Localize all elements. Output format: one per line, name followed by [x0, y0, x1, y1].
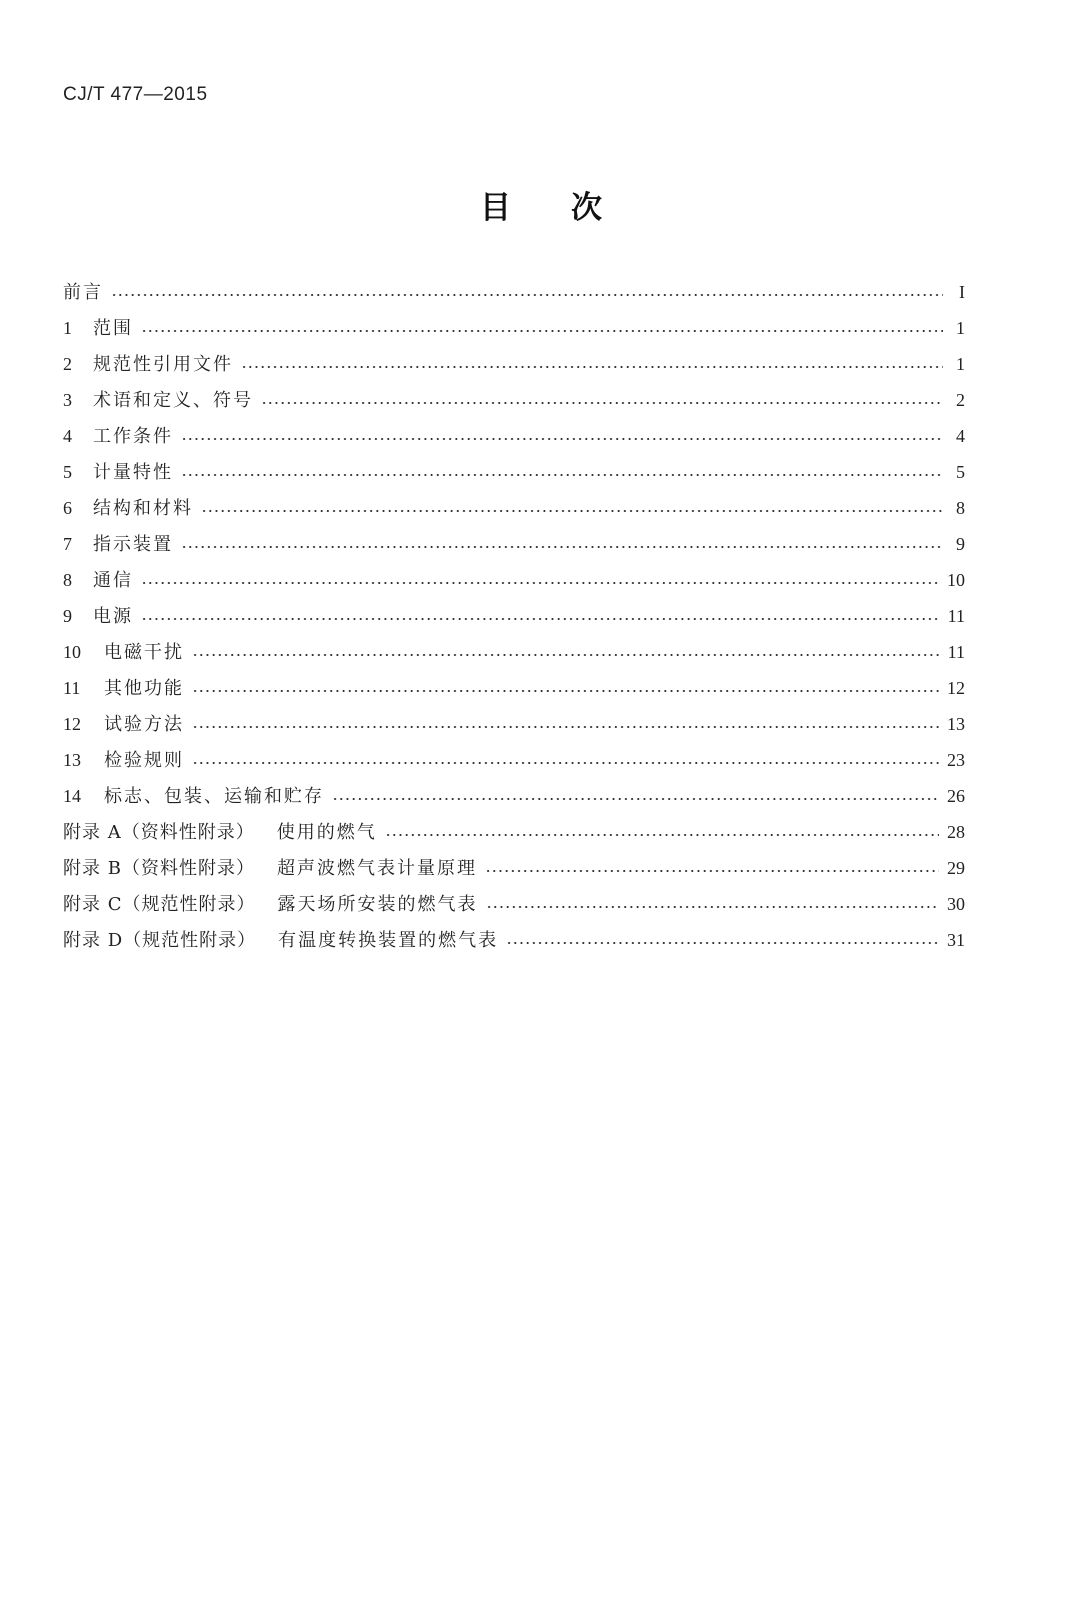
toc-entry-foreword[interactable] [63, 274, 965, 310]
toc-page-number: 1 [956, 354, 965, 374]
toc-entry-label: 有温度转换装置的燃气表 [278, 930, 499, 951]
toc-page-number: 11 [947, 642, 965, 662]
toc-leader-dots [486, 906, 940, 908]
toc-entry-label: 标志、包装、运输和贮存 [104, 786, 324, 807]
toc-leader-dots [201, 510, 943, 512]
toc-entry-number: 13 [63, 750, 81, 770]
toc-entry-label: 工作条件 [93, 426, 173, 447]
toc-leader-dots [261, 402, 943, 404]
toc-leader-dots [141, 582, 939, 584]
toc-entry-number: 8 [63, 570, 72, 590]
toc-entry-label: 前言 [63, 282, 103, 303]
toc-entry-label: 电磁干扰 [104, 642, 184, 663]
toc-entry-number: 6 [63, 498, 72, 518]
toc-entry-number: 1 [63, 318, 72, 338]
toc-entry-number: 5 [63, 462, 72, 482]
toc-page-number: 10 [947, 570, 965, 590]
toc-page-number: 23 [947, 750, 965, 770]
table-of-contents [63, 274, 965, 958]
toc-entry-14[interactable] [63, 778, 965, 814]
toc-leader-dots [181, 474, 943, 476]
toc-leader-dots [385, 834, 939, 836]
toc-appendix-prefix: 附录 C（规范性附录） [63, 894, 256, 915]
toc-leader-dots [192, 690, 939, 692]
toc-entry-number: 4 [63, 426, 72, 446]
toc-leader-dots [141, 330, 943, 332]
toc-entry-label: 术语和定义、符号 [93, 390, 253, 411]
toc-entry-number: 14 [63, 786, 81, 806]
toc-page-number: 28 [947, 822, 965, 842]
toc-entry-label: 范围 [93, 318, 133, 339]
toc-appendix-d[interactable] [63, 922, 965, 958]
toc-title: 目次 [480, 190, 662, 226]
toc-entry-label: 计量特性 [93, 462, 173, 483]
toc-page-number: 11 [947, 606, 965, 626]
toc-entry-label: 露天场所安装的燃气表 [277, 894, 478, 915]
toc-entry-number: 3 [63, 390, 72, 410]
toc-entry-label: 超声波燃气表计量原理 [276, 858, 477, 879]
toc-leader-dots [506, 942, 939, 944]
toc-leader-dots [111, 294, 943, 296]
toc-appendix-a[interactable] [63, 814, 965, 850]
toc-entry-label: 结构和材料 [93, 498, 193, 519]
toc-entry-label: 其他功能 [104, 678, 184, 699]
toc-page-number: 29 [947, 858, 965, 878]
toc-page-number: 31 [947, 930, 965, 950]
toc-leader-dots [181, 438, 943, 440]
toc-entry-10[interactable] [63, 634, 965, 670]
toc-entry-number: 11 [63, 678, 81, 698]
toc-page-number: 26 [947, 786, 965, 806]
toc-entry-label: 检验规则 [104, 750, 184, 771]
toc-leader-dots [192, 726, 939, 728]
toc-entry-8[interactable] [63, 562, 965, 598]
toc-entry-number: 9 [63, 606, 72, 626]
toc-page-number: 13 [947, 714, 965, 734]
toc-leader-dots [485, 870, 939, 872]
toc-entry-3[interactable] [63, 382, 965, 418]
toc-entry-7[interactable] [63, 526, 965, 562]
toc-leader-dots [192, 654, 940, 656]
toc-page-number: 2 [956, 390, 965, 410]
toc-page-number: 8 [956, 498, 965, 518]
toc-page-number: 9 [956, 534, 965, 554]
toc-page-number: I [959, 282, 965, 302]
toc-leader-dots [181, 546, 943, 548]
toc-entry-number: 10 [63, 642, 81, 662]
toc-entry-label: 使用的燃气 [276, 822, 377, 843]
toc-entry-9[interactable] [63, 598, 965, 634]
toc-leader-dots [141, 618, 940, 620]
toc-page-number: 12 [947, 678, 965, 698]
toc-appendix-b[interactable] [63, 850, 965, 886]
toc-appendix-prefix: 附录 A（资料性附录） [63, 822, 255, 843]
toc-entry-13[interactable] [63, 742, 965, 778]
toc-entry-number: 7 [63, 534, 72, 554]
toc-entry-2[interactable] [63, 346, 965, 382]
toc-leader-dots [192, 762, 939, 764]
toc-entry-12[interactable] [63, 706, 965, 742]
toc-entry-label: 指示装置 [93, 534, 173, 555]
toc-appendix-prefix: 附录 D（规范性附录） [63, 930, 257, 951]
toc-entry-5[interactable] [63, 454, 965, 490]
toc-page-number: 5 [956, 462, 965, 482]
toc-entry-label: 通信 [93, 570, 133, 591]
toc-appendix-prefix: 附录 B（资料性附录） [63, 858, 255, 879]
toc-entry-label: 电源 [93, 606, 133, 627]
toc-entry-6[interactable] [63, 490, 965, 526]
toc-entry-number: 2 [63, 354, 72, 374]
toc-entry-11[interactable] [63, 670, 965, 706]
toc-appendix-c[interactable] [63, 886, 965, 922]
document-code: CJ/T 477—2015 [63, 84, 208, 105]
toc-entry-number: 12 [63, 714, 81, 734]
toc-leader-dots [332, 798, 939, 800]
toc-page-number: 1 [956, 318, 965, 338]
toc-entry-label: 规范性引用文件 [93, 354, 233, 375]
toc-leader-dots [241, 366, 943, 368]
toc-page-number: 4 [956, 426, 965, 446]
toc-entry-4[interactable] [63, 418, 965, 454]
toc-entry-1[interactable] [63, 310, 965, 346]
toc-entry-label: 试验方法 [104, 714, 184, 735]
toc-page-number: 30 [947, 894, 965, 914]
